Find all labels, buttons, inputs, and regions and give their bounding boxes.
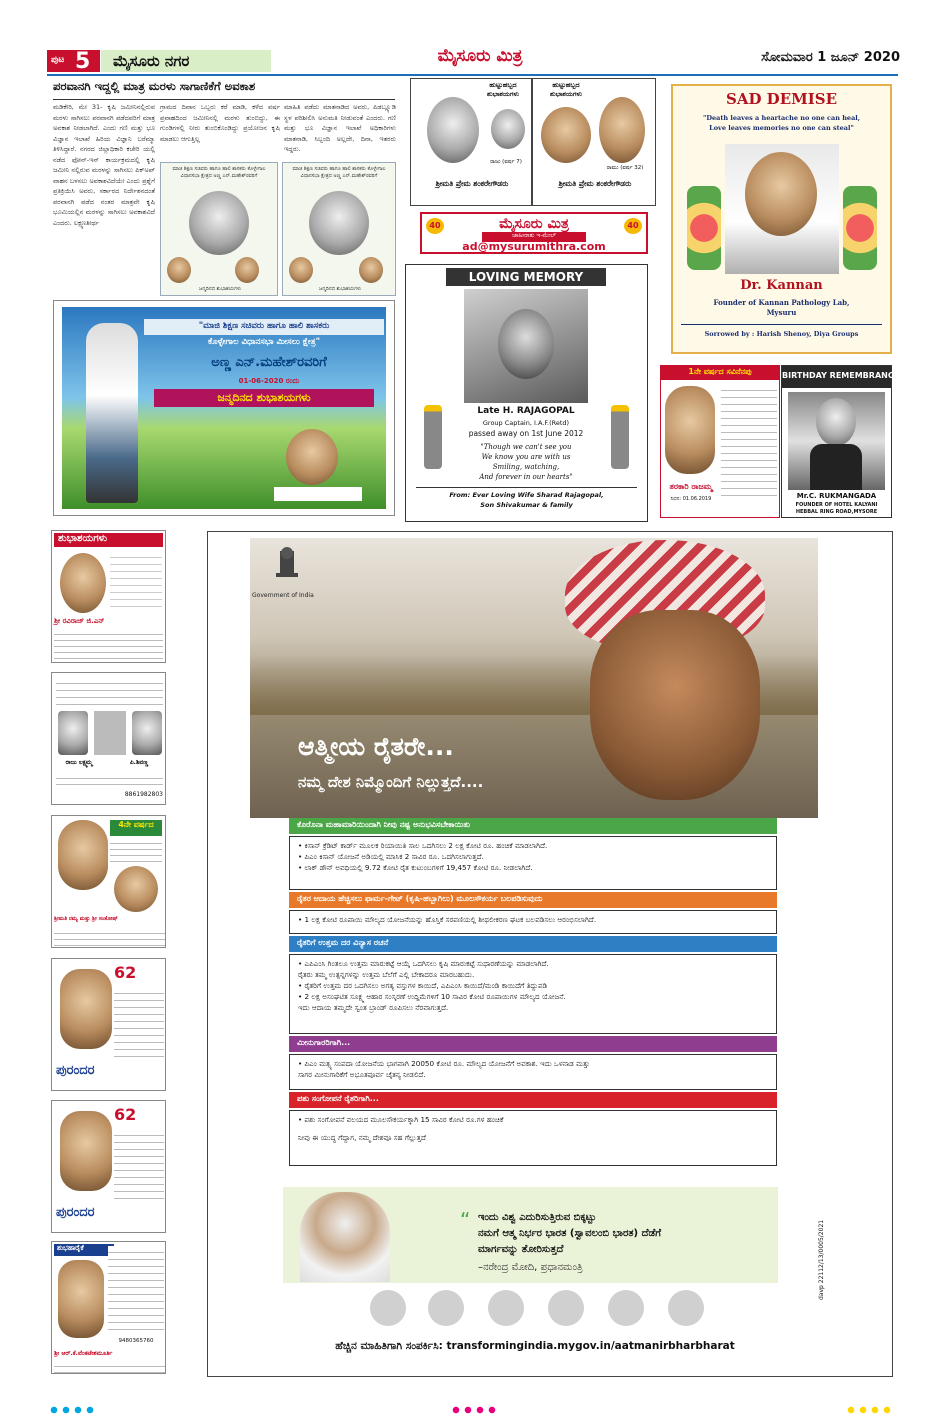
gov-headline-2: ನಮ್ಮ ದೇಶ ನಿಮ್ಮೊಂದಿಗೆ ನಿಲ್ಲುತ್ತದೆ....	[298, 773, 484, 791]
birthday-portrait-man	[599, 97, 645, 163]
left-ad-birthday-4	[51, 958, 166, 1091]
left-ad-5-portrait	[60, 1111, 112, 1191]
birthday-remembrance-ad	[781, 365, 900, 518]
left-ad-6-name: ಶ್ರೀ ಆರ್.ಕೆ.ವೆಂಕಟೇಶಮೂರ್ತಿ	[54, 1350, 113, 1357]
gov-section-3-item: ರೈತರು ತಮ್ಮ ಉತ್ಪನ್ನಗಳನ್ನು ಉತ್ತಮ ಬೆಲೆಗೆ ಎಲ್ಲಿ ಬೇಕಾದರೂ ಮಾರಬಹುದು.	[298, 970, 475, 979]
demise-quote-2: Love leaves memories no one can steal"	[709, 124, 854, 132]
demise-sorrow: Sorrowed by : Harish Shenoy, Diya Groups	[704, 330, 859, 338]
article-column-2: ಗ್ರಾಮದ ದಿವಾನ ಒಬ್ಬರು ಕರೆ ಮಾಡಿ, ಕಳೆದ ವರ್ಷ ಪ್ರವಾಹದಿಂದ ಜಮೀನಿನಲ್ಲಿ ಮರಳು ತುಂಬಿದ್ದು, ಈ ಗುಂಡಿಗಳಲ್ಲಿ ನೀರು ತುಂಬಿಕೊಂಡಿದ್ದು ಪ್ರಯೋಜನ ಕೃಷಿ ಮಾಡಲು ಆಗುತ್ತಿಲ್ಲ	[160, 103, 280, 143]
remembrance-role-2: HEBBAL RING ROAD,MYSORE	[795, 509, 878, 515]
left-ad-6-details	[54, 1361, 165, 1373]
memory-name: Late H. RAJAGOPAL	[477, 406, 575, 416]
portrait-small	[235, 257, 259, 283]
left-ad-4-age: 62	[114, 963, 137, 982]
greeting-card-text: ಮಾಜಿ ಶಿಕ್ಷಣ ಸಚಿವರು ಹಾಗೂ ಹಾಲಿ ಶಾಸಕರು ಕೊಳ್ಳೇಗಾಲ ವಿಧಾನಸಭಾ ಕ್ಷೇತ್ರದ ಅಣ್ಣ ಎನ್.ಮಹೇಶ್‌ರವರಿಗೆ	[292, 166, 386, 179]
greeting-card-1	[160, 162, 278, 296]
mitra-email[interactable]: ad@mysurumithra.com	[462, 240, 606, 253]
pm-portrait	[300, 1192, 390, 1282]
lamp-icon	[424, 405, 442, 469]
memory-passed: passed away on 1st June 2012	[468, 429, 584, 438]
birthday-greeting-right	[532, 78, 656, 206]
left-ad-2-name-right: ಪಿ.ಶಿವಣ್ಣ	[129, 759, 149, 766]
memory-quote-4: And forever in our hearts"	[479, 473, 573, 481]
farmer-face	[590, 610, 760, 800]
gov-section-3-title: ರೈತರಿಗೆ ಉತ್ತಮ ದರ ವಿನ್ಯಾಸ ರಚನೆ	[289, 936, 777, 952]
gov-headline-1: ಆತ್ಮೀಯ ರೈತರೇ...	[298, 732, 454, 761]
gov-quote-3: ಮಾರ್ಗವನ್ನು ತೋರಿಸುತ್ತದೆ	[478, 1244, 564, 1255]
flower-decoration	[843, 186, 877, 270]
page-label: ಪುಟ	[51, 55, 65, 65]
gov-section-4-title: ಮೀನುಗಾರರಿಗಾಗಿ...	[289, 1036, 777, 1052]
masthead: ಮೈಸೂರು ಮಿತ್ರ	[437, 46, 523, 66]
gov-ad-code: davp 22112/13/0005/2021	[818, 1219, 825, 1300]
banner-wish: ಜನ್ಮದಿನದ ಶುಭಾಶಯಗಳು	[154, 389, 374, 407]
portrait-photo	[309, 191, 369, 255]
print-marks-center	[450, 1406, 500, 1414]
gov-section-5-title: ಪಶು ಸಂಗೋಪನೆ ರೈತರಿಗಾಗಿ...	[289, 1092, 777, 1108]
anniversary-ad	[660, 365, 780, 518]
article-headline: ಪರವಾನಗಿ ಇದ್ದಲ್ಲಿ ಮಾತ್ರ ಮರಳು ಸಾಗಾಣಿಕೆಗೆ ಅವಕಾಶ	[53, 79, 256, 93]
gov-section-2-list	[289, 910, 777, 934]
left-ad-1-title: ಶುಭಾಶಯಗಳು	[54, 533, 163, 547]
portrait-small	[359, 257, 383, 283]
left-ad-2-name-left: ರಾಜು ಲಕ್ಷ್ಮಮ್ಮ	[65, 759, 93, 766]
memory-from-1: From: Ever Loving Wife Sharad Rajagopal,	[449, 491, 604, 499]
page-number-badge	[47, 50, 100, 72]
birthday-portrait-woman	[541, 107, 591, 163]
left-ad-1-text	[110, 551, 162, 613]
birthday-greeting-left	[410, 78, 532, 206]
flower-decoration	[687, 186, 721, 270]
left-ad-anniversary-3	[51, 815, 166, 948]
gov-section-3-item: ಇದು ಆದಾಯ ತಮ್ಮದೇ ಸ್ವಂತ ಬ್ರಾಂಡ್ ರೂಪಿಸಲು ನೆರವಾಗುತ್ತದೆ.	[298, 1003, 449, 1012]
demise-portrait	[745, 152, 817, 236]
gov-quote-1: ಇಂದು ವಿಶ್ವ ಎದುರಿಸುತ್ತಿರುವ ಬಿಕ್ಕಟ್ಟು	[478, 1212, 597, 1223]
handwash-icon	[428, 1290, 464, 1326]
gov-section-1-item: • ಪಿಎಂ ಕಿಸಾನ್ ಯೋಜನೆ ಅಡಿಯಲ್ಲಿ ಮಾಸಿಕ 2 ಸಾವಿರ ರೂ. ಒದಗಿಸಲಾಗುತ್ತದೆ.	[298, 852, 484, 861]
left-ad-1-portrait	[60, 553, 106, 613]
gov-section-3-list	[289, 954, 777, 1034]
remembrance-suit	[810, 444, 862, 490]
birthday-name: ಶ್ರೀಮತಿ ಪ್ರೇಮ ಶಂಕರೇಗೌಡರು	[558, 179, 632, 188]
memory-divider	[416, 487, 637, 488]
banner-line-1: "ಮಾಜಿ ಶಿಕ್ಷಣ ಸಚಿವರು ಹಾಗೂ ಹಾಲಿ ಶಾಸಕರು	[144, 319, 384, 335]
left-ad-2-heading	[56, 677, 163, 705]
left-ad-memorial-2	[51, 672, 166, 805]
anniversary-name: ತರಕಾರಿ ರಾಜಮ್ಮ	[669, 482, 713, 491]
remembrance-title: BIRTHDAY REMEMBRANCE	[782, 366, 891, 388]
print-marks-left	[48, 1406, 98, 1414]
left-ad-2-portrait-right	[132, 711, 162, 755]
demise-role-2: Mysuru	[766, 308, 797, 317]
gov-quote-by: –ನರೇಂದ್ರ ಮೋದಿ, ಪ್ರಧಾನಮಂತ್ರಿ	[478, 1262, 583, 1273]
gov-section-2-title: ರೈತರ ಆದಾಯ ಹೆಚ್ಚಿಸಲು ಫಾರ್ಮ-ಗೇಟ್ (ಕೃಷಿ-ಹಬ್ಬಾಗಿಲು) ಮೂಲಸೌಕರ್ಯ ಬಲಪಡಿಸುವುದು	[289, 892, 777, 908]
gov-section-3-item: • ರೈತರಿಗೆ ಉತ್ತಮ ದರ ಒದಗಿಸಲು ಅಗತ್ಯ ವಸ್ತುಗಳ ಕಾಯಿದೆ, ಎಪಿಎಂಸಿ ಕಾಯಿದೆ/ಮಂಡಿ ಕಾಯಿದೆಗೆ ತಿದ್ದುಪಡಿ	[298, 981, 548, 990]
memory-from-2: Son Shivakumar & family	[480, 501, 573, 509]
left-ad-6-phone: 9480365760	[118, 1338, 154, 1344]
well-wisher-caption	[274, 487, 362, 501]
gov-section-4-item: • ಪಿಎಂ ಮತ್ಸ್ಯ ಸಂಪದಾ ಯೋಜನೆಯ ಭಾಗವಾಗಿ 20050 ಕೋಟಿ ರೂ. ಮೌಲ್ಯದ ಯೋಜನೆಗೆ ಅವಕಾಶ. ಇದು ಒಳನಾಡ ಮತ್ತು	[298, 1059, 590, 1068]
mask-icon	[370, 1290, 406, 1326]
birthday-banner-ad	[53, 300, 395, 516]
article-column-1: ಮಡಿಕೇರಿ, ಮೇ 31- ಕೃಷಿ ಜಮೀನಿನಲ್ಲಿರುವ ಮರಳು ಸಾಗಿಸಲು ಪರವಾನಗಿ ಪಡೆದವರಿಗೆ ಮಾತ್ರ ಅವಕಾಶ ನೀಡಲಾಗಿದೆ. ಎಂದು ಗಣಿ ಮತ್ತು ಭೂ ವಿಜ್ಞಾನ ಇಲಾಖೆ ಹಿರಿಯ ವಿಜ್ಞಾನಿ ಬರೆಮ್ಮಾ ತಿಳಿಸಿದ್ದಾರೆ. ನಗರದ ಜಿಲ್ಲಾಧಿಕಾರಿ ಕಚೇರಿ ಯಲ್ಲಿ ನಡೆದ ಫೋನ್-ಇನ್ ಕಾರ್ಯಕ್ರಮದಲ್ಲಿ ಕೃಷಿ ಜಮೀನಿ ನಲ್ಲಿರುವ ಮರಳನ್ನು ಸಾಗಿಸಲು ಪಿಕ್‌ಅಪ್ ವಾಹನ ಬಳಸಲು ಅವಕಾಶವಿದೆಯೇ ಎಂದು ಪ್ರಶ್ನೆಗೆ ಪ್ರತಿಕ್ರಿಯಿಸಿ ಅವರು, ಸರ್ಕಾರದ ನಿರ್ದೇಶನದಂತೆ ಪರವಾನಗಿ ಪಡೆದ ನಂತರ ಮಾತ್ರವೇ ಕೃಷಿ ಭೂಮಿಯಲ್ಲಿನ ಮರಳನ್ನು ಸಾಗಿಸಲು ಅವಕಾಶವಿದೆ ಎಂದರು. ಲಕ್ಷ್ಮಣತೀರ್ಥ	[53, 103, 155, 227]
greeting-card-wish: ಜನ್ಮದಿನದ ಶುಭಾಶಯಗಳು	[198, 286, 242, 292]
demise-quote-1: "Death leaves a heartache no one can heal,	[702, 114, 861, 122]
section-name: ಮೈಸೂರು ನಗರ	[101, 50, 271, 72]
greeting-card-2	[282, 162, 396, 296]
left-ad-6-title: ಶುಭಹಾರೈಕೆ	[54, 1244, 114, 1256]
left-ad-3-text	[110, 838, 162, 862]
birthday-name: ಶ್ರೀಮತಿ ಪ್ರೇಮ ಶಂಕರೇಗೌಡರು	[435, 179, 509, 188]
banner-line-2: ಕೊಳ್ಳೇಗಾಲ ವಿಧಾನಸಭಾ ಮೀಸಲು ಕ್ಷೇತ್ರ"	[207, 337, 321, 347]
left-ad-3-groom-photo	[114, 866, 158, 912]
gov-section-1-item: • ಲಾಕ್ ಡೌನ್ ಅವಧಿಯಲ್ಲಿ 9.72 ಕೋಟಿ ರೈತ ಕುಟುಂಬಗಳಿಗೆ 19,457 ಕೋಟಿ ರೂ. ನೀಡಲಾಗಿದೆ.	[298, 863, 533, 872]
mitra-email-label: ಜಾಹೀರಾತು ಇ-ಮೇಲ್	[482, 232, 586, 242]
left-ad-2-deity-image	[94, 711, 126, 755]
demise-role-1: Founder of Kannan Pathology Lab,	[713, 298, 850, 307]
left-ad-greeting-1	[51, 530, 166, 663]
left-ad-2-details	[56, 773, 163, 789]
birthday-title: ಹುಟ್ಟುಹಬ್ಬದ ಶುಭಾಶಯಗಳು	[487, 81, 519, 98]
memory-quote-2: We know you are with us	[481, 453, 571, 461]
remembrance-role-1: FOUNDER OF HOTEL KALYANI	[795, 502, 878, 508]
gov-section-4-item: ಸಾಗರ ಮೀನುಗಾರಿಕೆಗೆ ಅಭೂತಪೂರ್ವ ಚೈತನ್ಯ ನೀಡಲಿದೆ.	[298, 1070, 426, 1079]
remembrance-portrait	[816, 398, 856, 446]
demise-name: Dr. Kannan	[740, 278, 823, 293]
birthday-portrait-man	[491, 109, 525, 149]
gov-section-1-item: • ಕಿಸಾನ್ ಕ್ರೆಡಿಟ್ ಕಾರ್ಡ್ ಮೂಲಕ ರಿಯಾಯಿತಿ ಸಾಲ ಒದಗಿಸಲು 2 ಲಕ್ಷ ಕೋಟಿ ರೂ. ಹಂಚಿಕೆ ಮಾಡಲಾಗಿದೆ.	[298, 841, 548, 850]
page-number: 5	[75, 49, 91, 74]
memory-quote-1: "Though we can't see you	[480, 443, 572, 451]
anniversary-title: 1ನೇ ವರ್ಷದ ಸವಿನೆನಪು	[661, 366, 779, 380]
gov-emblem	[262, 545, 312, 595]
quote-mark-icon: “	[460, 1208, 471, 1232]
left-ad-2-phone: 8861982803	[124, 791, 163, 798]
headline-rule	[53, 99, 395, 100]
anniversary-badge-right: 40	[624, 218, 642, 234]
memory-rank: Group Captain, I.A.F.(Retd)	[482, 419, 570, 427]
left-ad-3-tag: 4ನೇ ವರ್ಷದ	[110, 820, 162, 836]
mitra-brand: ಮೈಸೂರು ಮಿತ್ರ	[499, 216, 569, 232]
gov-section-2-item: • 1 ಲಕ್ಷ ಕೋಟಿ ರೂಪಾಯಿ ಮೌಲ್ಯದ ಯೋಜನೆಯನ್ನು ಹೊಸ್ತಿಕೆ ಸರಪಣಿಯಲ್ಲಿ ಶೀಥಲೀಕರಣ ಘಟಕ ಬಲಪಡಿಸಲು ಆರಂಭಿಸಲಾಗಿದೆ.	[298, 915, 597, 924]
memory-quote-3: Smiling, watching,	[492, 463, 560, 471]
gov-emblem-text: Government of India	[252, 592, 314, 599]
gov-section-5-list	[289, 1110, 777, 1166]
left-ad-3-names: ಶ್ರೀಮತಿ ರಮ್ಯ ಮತ್ತು ಶ್ರೀ ಸಂತೋಷ್	[54, 916, 118, 922]
gov-section-1-title: ಕೊರೊನಾ ಮಹಾಮಾರಿಯಿಂದಾಗಿ ನೀವು ನಷ್ಟ ಅನುಭವಿಸಬೇಕಾಯಿತು	[289, 818, 777, 834]
gov-section-4-list	[289, 1054, 777, 1090]
article-column-3: ಮಾಹಿತಿ ಪಡೆದು ಮಾತನಾಡಿದ ಅವರು, ಪಿಡಬ್ಲ್ಯೂಡಿ ಸ್ಥಳ ಪರಿಶೀಲಿಸಿ ಅನುಮತಿ ನೀಡುವಂತೆ ಎಂದರು. ಗಣಿ ಮತ್ತು ಭೂ ವಿಜ್ಞಾನ ಇಲಾಖೆ ಅಧಿಕಾರಿಗಳು ಮಾತನಾಡಿ, ಸಿಬ್ಬಂದಿ ಅಲ್ಲದೇ, ದಿನಾ, ಇತರರು ಇದ್ದರು.	[284, 103, 396, 153]
birthday-sub: ರಾಜು (ವರ್ಷ 7)	[490, 159, 522, 165]
birthday-sub: ರಾಮು (ವರ್ಷ 32)	[606, 165, 644, 171]
left-ad-greeting-6	[51, 1241, 166, 1374]
left-ad-6-portrait	[58, 1260, 104, 1338]
gov-closing-line: ನೀವು ಈ ಯುದ್ಧ ಗೆದ್ದಾಗ, ನಮ್ಮ ದೇಶವೂ ಸಹ ಗೆಲ್ಲುತ್ತದೆ	[298, 1133, 426, 1142]
left-ad-birthday-5	[51, 1100, 166, 1233]
banner-date: 01-06-2020 ರಂದು	[238, 377, 300, 385]
birthday-title: ಹುಟ್ಟುಹಬ್ಬದ ಶುಭಾಶಯಗಳು	[550, 81, 582, 98]
memory-title: LOVING MEMORY	[446, 268, 606, 286]
gov-section-3-item: • 2 ಲಕ್ಷ ಅಸಂಘಟಿತ ಸೂಕ್ಷ್ಮ ಆಹಾರ ಸಂಸ್ಕರಣೆ ಉದ್ದಿಮೆಗಳಿಗೆ 10 ಸಾವಿರ ಕೋಟಿ ರೂಪಾಯಿಗಳ ಮೌಲ್ಯದ ಯೋಜನೆ.	[298, 992, 566, 1001]
well-wisher-photo	[286, 429, 338, 485]
mitra-email-ad	[420, 212, 648, 254]
no-handshake-icon	[488, 1290, 524, 1326]
anniversary-portrait	[665, 386, 715, 474]
loving-memory-ad	[405, 264, 648, 522]
demise-title: SAD DEMISE	[725, 90, 838, 108]
anniversary-badge-left: 40	[426, 218, 444, 234]
left-ad-5-age: 62	[114, 1105, 137, 1124]
ashoka-emblem-icon	[262, 545, 312, 585]
portrait-small	[167, 257, 191, 283]
distance-footsteps-icon	[548, 1290, 584, 1326]
left-ad-2-portrait-left	[58, 711, 88, 755]
gov-section-1-list	[289, 836, 777, 890]
left-ad-5-name: ಪುರಂದರ	[56, 1205, 95, 1220]
issue-date: ಸೋಮವಾರ 1 ಜೂನ್ 2020	[761, 50, 900, 65]
gov-section-3-item: • ಎಪಿಎಂಸಿ ಗಿಂತಲೂ ಉತ್ತಮ ಮಾರುಕಟ್ಟೆ ಆಯ್ಕೆ ಒದಗಿಸಲು ಕೃಷಿ ಮಾರುಕಟ್ಟೆ ಸುಧಾರಣೆಯನ್ನು ಮಾಡಲಾಗಿದೆ.	[298, 959, 549, 968]
sad-demise-ad	[671, 84, 892, 354]
social-distance-icon	[608, 1290, 644, 1326]
anniversary-text-block	[721, 384, 777, 496]
left-ad-4-portrait	[60, 969, 112, 1049]
left-ad-3-bride-photo	[58, 820, 108, 890]
left-ad-1-details	[54, 629, 163, 659]
gov-footer-link[interactable]: ಹೆಚ್ಚಿನ ಮಾಹಿತಿಗಾಗಿ ಸಂಪರ್ಕಿಸಿ: transformingindia.mygov.in/aatmanirbharbharat	[335, 1340, 735, 1352]
greeting-card-text: ಮಾಜಿ ಶಿಕ್ಷಣ ಸಚಿವರು ಹಾಗೂ ಹಾಲಿ ಶಾಸಕರು ಕೊಳ್ಳೇಗಾಲ ವಿಧಾನಸಭಾ ಕ್ಷೇತ್ರದ ಅಣ್ಣ ಎನ್.ಮಹೇಶ್‌ರವರಿಗೆ	[172, 166, 266, 179]
remembrance-name: Mr.C. RUKMANGADA	[796, 492, 877, 500]
banner-honoree-name: ಅಣ್ಣ ಎನ್.ಮಹೇಶ್‌ರವರಿಗೆ	[211, 355, 327, 370]
left-ad-4-name: ಪುರಂದರ	[56, 1063, 95, 1078]
greeting-card-wish: ಜನ್ಮದಿನದ ಶುಭಾಶಯಗಳು	[318, 286, 362, 292]
print-marks-right	[845, 1406, 895, 1414]
birthday-portrait-woman	[427, 97, 479, 163]
left-ad-4-text	[114, 987, 164, 1061]
portrait-photo	[189, 191, 249, 255]
left-ad-1-name: ಶ್ರೀ ರವಿರಾಜ್ ಜಿ.ಎನ್	[54, 617, 105, 625]
memory-face	[498, 309, 554, 379]
anniversary-date: ನಿಧನ: 01.06.2019	[670, 496, 712, 502]
left-ad-5-text	[114, 1129, 164, 1203]
gov-quote-2: ನಮಗೆ ಆತ್ಮ ನಿರ್ಭರ ಭಾರತ (ಸ್ವಾವಲಂಬಿ ಭಾರತ) ದೆಡೆಗೆ	[478, 1228, 662, 1239]
gov-section-5-item: • ಪಶು ಸಂಗೋಪನೆ ವಲಯದ ಮೂಲಸೌಕರ್ಯಕ್ಕಾಗಿ 15 ಸಾವಿರ ಕೋಟಿ ರೂ.ಗಳ ಹಂಚಿಕೆ	[298, 1115, 504, 1124]
lamp-icon	[611, 405, 629, 469]
portrait-small	[289, 257, 313, 283]
demise-divider	[681, 324, 882, 325]
left-ad-3-details	[54, 928, 165, 946]
stay-home-icon	[668, 1290, 704, 1326]
header-divider	[47, 74, 898, 76]
left-ad-6-text	[108, 1246, 164, 1336]
standing-figure-photo	[86, 323, 138, 503]
